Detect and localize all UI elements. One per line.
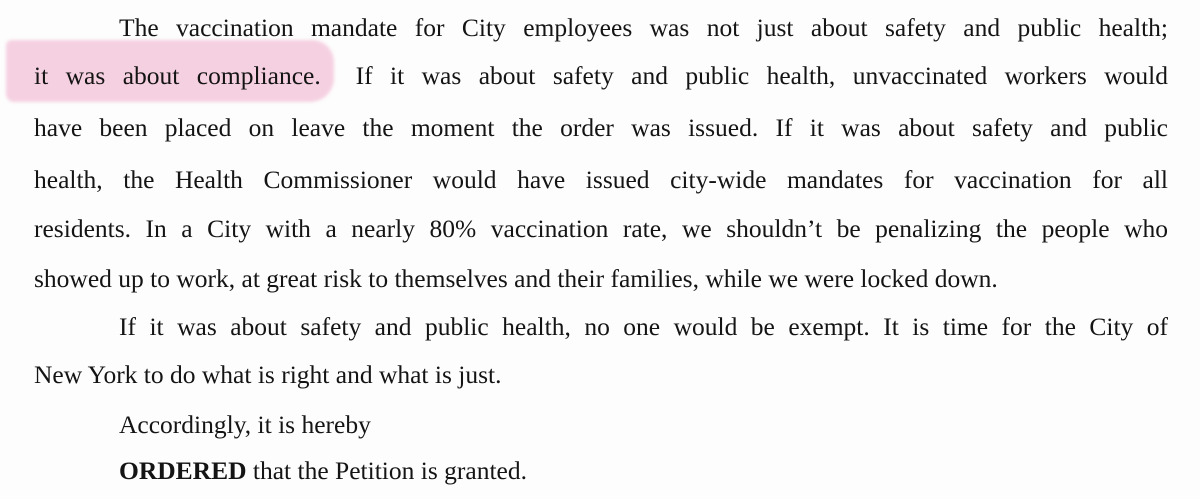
paragraph-1-line-2-rest: If it was about safety and public health, unvaccinated workers would [355, 61, 1168, 90]
paragraph-2-line-1: If it was about safety and public health, no one would be exempt. It is time for the City of [119, 312, 1168, 341]
paragraph-1-line-6: showed up to work, at great risk to themselves and their families, while we were locked down. [34, 264, 998, 293]
paragraph-1-line-4: health, the Health Commissioner would have issued city-wide mandates for vaccination for all [34, 165, 1168, 194]
paragraph-2-line-2: New York to do what is right and what is just. [34, 360, 502, 389]
paragraph-1-line-1: The vaccination mandate for City employees was not just about safety and public health; [119, 13, 1168, 42]
ordered-keyword: ORDERED [119, 456, 247, 485]
order-text: that the Petition is granted. [246, 456, 527, 485]
paragraph-3-line-1: Accordingly, it is hereby [119, 410, 371, 439]
highlighted-phrase: it was about compliance. [34, 61, 321, 90]
paragraph-1-line-3: have been placed on leave the moment the order was issued. If it was about safety and public [34, 113, 1168, 142]
order-line [119, 447, 1168, 495]
paragraph-1-line-5: residents. In a City with a nearly 80% vaccination rate, we shouldn’t be penalizing the people who [34, 214, 1168, 243]
paragraph-1-line-2 [34, 52, 1168, 100]
